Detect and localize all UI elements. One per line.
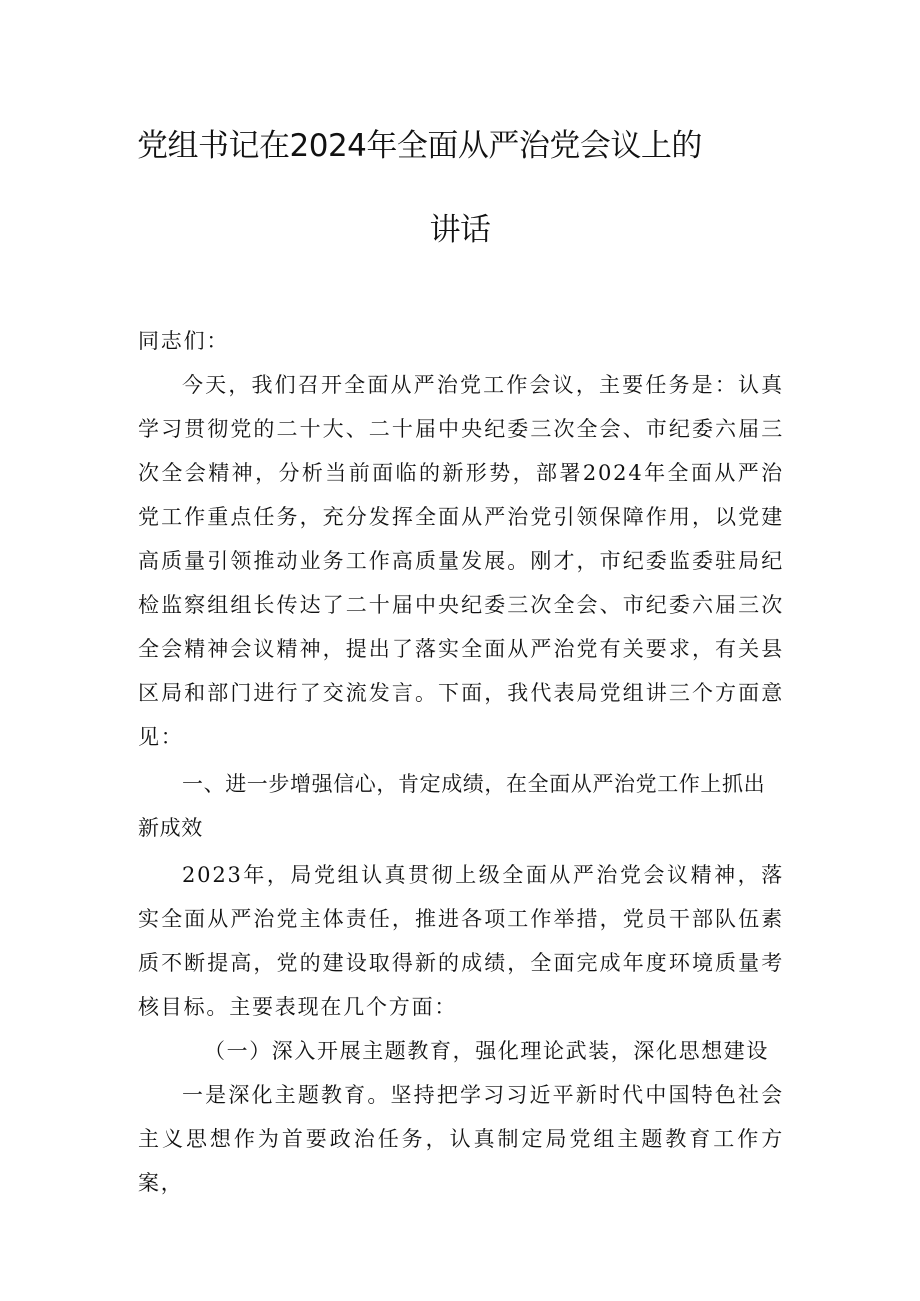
salutation: 同志们： [138,329,230,353]
document-title-line-1: 党组书记在2024年全面从严治党会议上的 [137,128,702,164]
intro-paragraph: 今天，我们召开全面从严治党工作会议，主要任务是：认真学习贯彻党的二十大、二十届中央纪委三次全会、市纪委六届三次全会精神，分析当前面临的新形势，部署2024年全面从严治党工作重点任务，充分发挥全面从严治党引领保障作用，以党建高质量引领推动业务工作高质量发展。刚才，市纪委监委驻局纪检监察组组长传达了二十届中央纪委三次全会、市纪委六届三次全会精神会议精神，提出了落实全面从严治党有关要求，有关县区局和部门进行了交流发言。下面，我代表局党组讲三个方面意见： [138,373,784,749]
section-1-heading: 一、进一步增强信心，肯定成绩，在全面从严治党工作上抓出新成效 [138,772,766,840]
document-body [138,319,784,1205]
section-1-paragraph: 2023年，局党组认真贯彻上级全面从严治党会议精神，落实全面从严治党主体责任，推进各项工作举措，党员干部队伍素质不断提高，党的建设取得新的成绩，全面完成年度环境质量考核目标。主要表现在几个方面： [138,863,784,1019]
subsection-1-paragraph: 一是深化主题教育。坚持把学习习近平新时代中国特色社会主义思想作为首要政治任务，认真制定局党组主题教育工作方案， [138,1083,784,1195]
document-title-line-2: 讲话 [429,212,491,248]
subsection-1-heading: （一）深入开展主题教育，强化理论武装，深化思想建设 [204,1039,769,1063]
